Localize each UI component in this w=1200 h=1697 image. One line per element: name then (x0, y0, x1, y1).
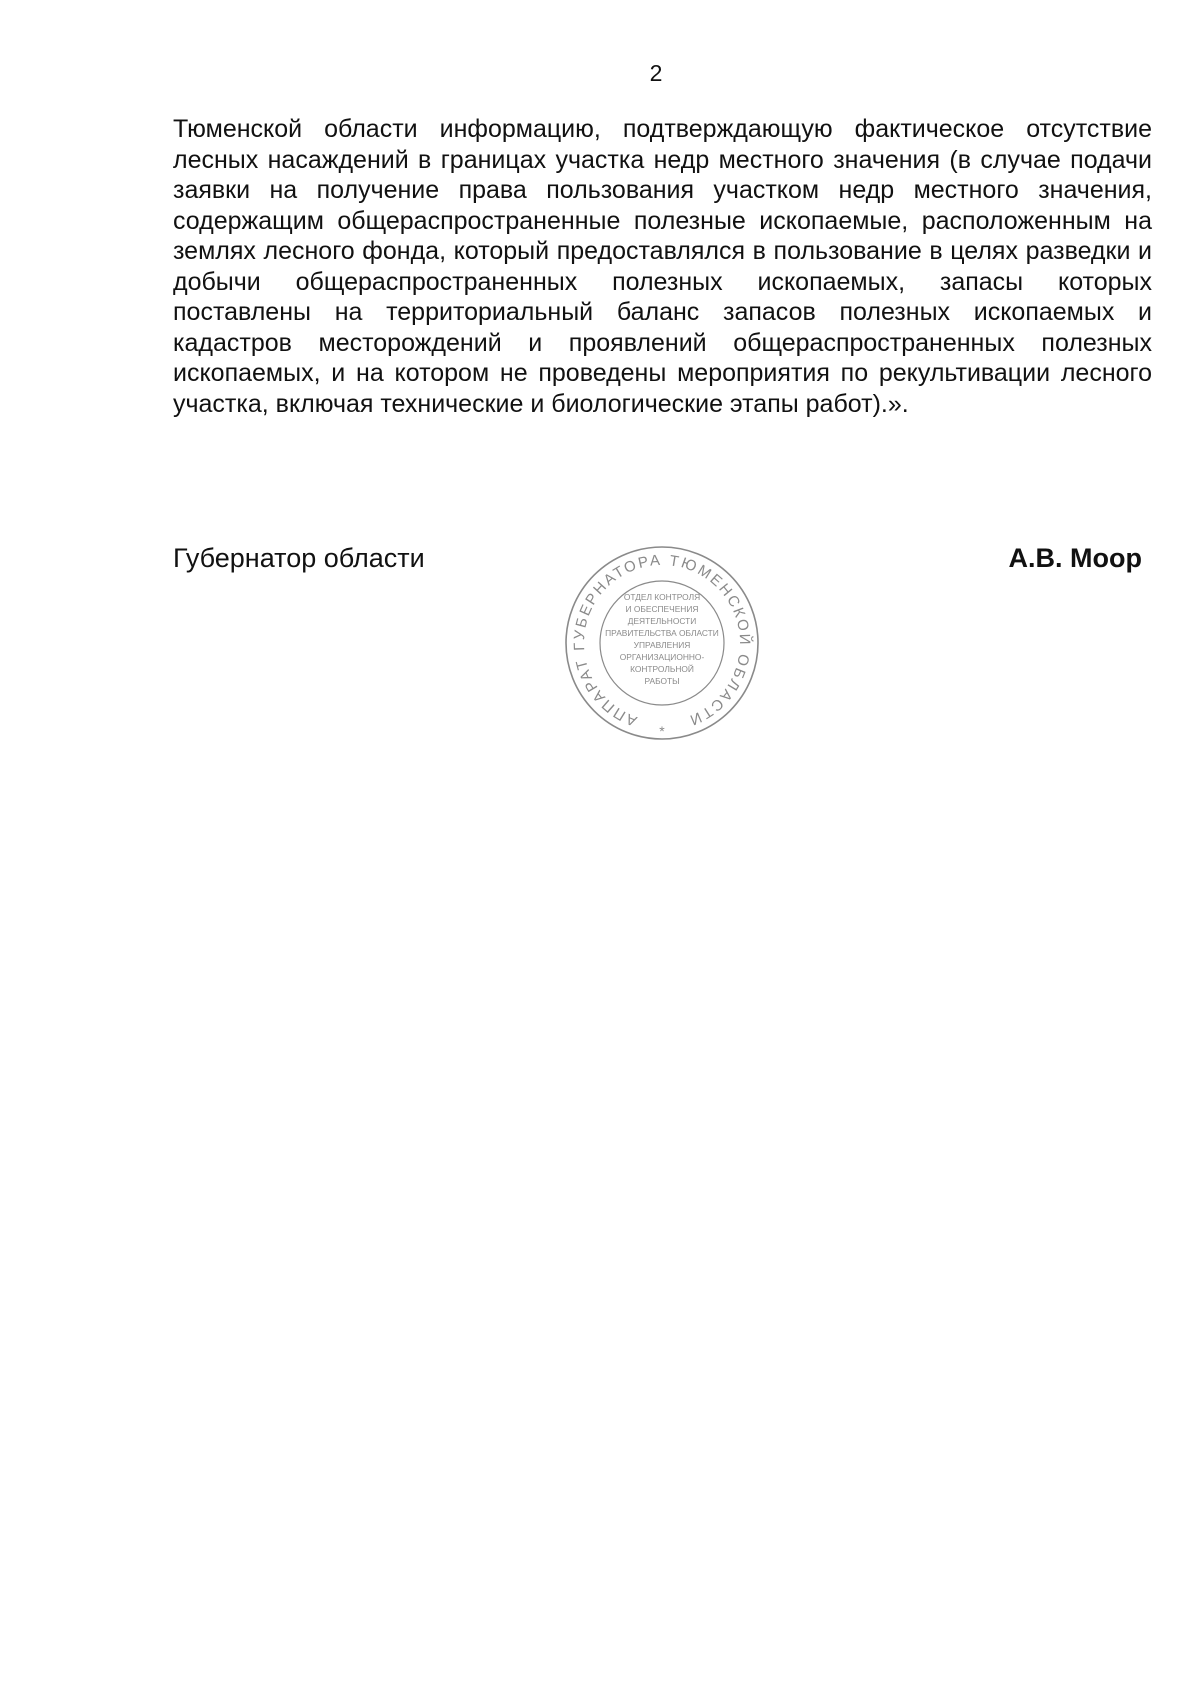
seal-inner-line: УПРАВЛЕНИЯ (633, 640, 691, 650)
seal-inner-line: ПРАВИТЕЛЬСТВА ОБЛАСТИ (605, 628, 719, 638)
page-number: 2 (649, 60, 663, 86)
signatory-title: Губернатор области (173, 543, 425, 573)
official-seal-stamp (562, 543, 762, 743)
seal-inner-line: И ОБЕСПЕЧЕНИЯ (625, 604, 699, 614)
seal-inner-line: РАБОТЫ (644, 676, 680, 686)
seal-inner-line: ДЕЯТЕЛЬНОСТИ (627, 616, 697, 626)
seal-star-icon: * (659, 723, 665, 739)
seal-graphic (562, 543, 762, 743)
seal-inner-line: КОНТРОЛЬНОЙ (630, 664, 694, 674)
body-paragraph: Тюменской области информацию, подтверждающую фактическое отсутствие лесных насаждений в границах участка недр местного значения (в случае подачи заявки на получение права пользования участком недр местного значения, содержащим общераспространенные полезные ископаемые, расположенным на землях лесного фонда, который предоставлялся в пользование в целях разведки и добычи общераспространенных полезных ископаемых, запасы которых поставлены на территориальный баланс запасов полезных ископаемых и кадастров месторождений и проявлений общераспространенных полезных ископаемых, и на котором не проведены мероприятия по рекультивации лесного участка, включая технические и биологические этапы работ).». (173, 115, 1152, 418)
seal-inner-line: ОРГАНИЗАЦИОННО- (619, 652, 705, 662)
signatory-name: А.В. Моор (1008, 543, 1142, 573)
seal-outer-text: АППАРАТ ГУБЕРНАТОРА ТЮМЕНСКОЙ ОБЛАСТИ (570, 551, 754, 730)
seal-inner-line: ОТДЕЛ КОНТРОЛЯ (623, 592, 701, 602)
